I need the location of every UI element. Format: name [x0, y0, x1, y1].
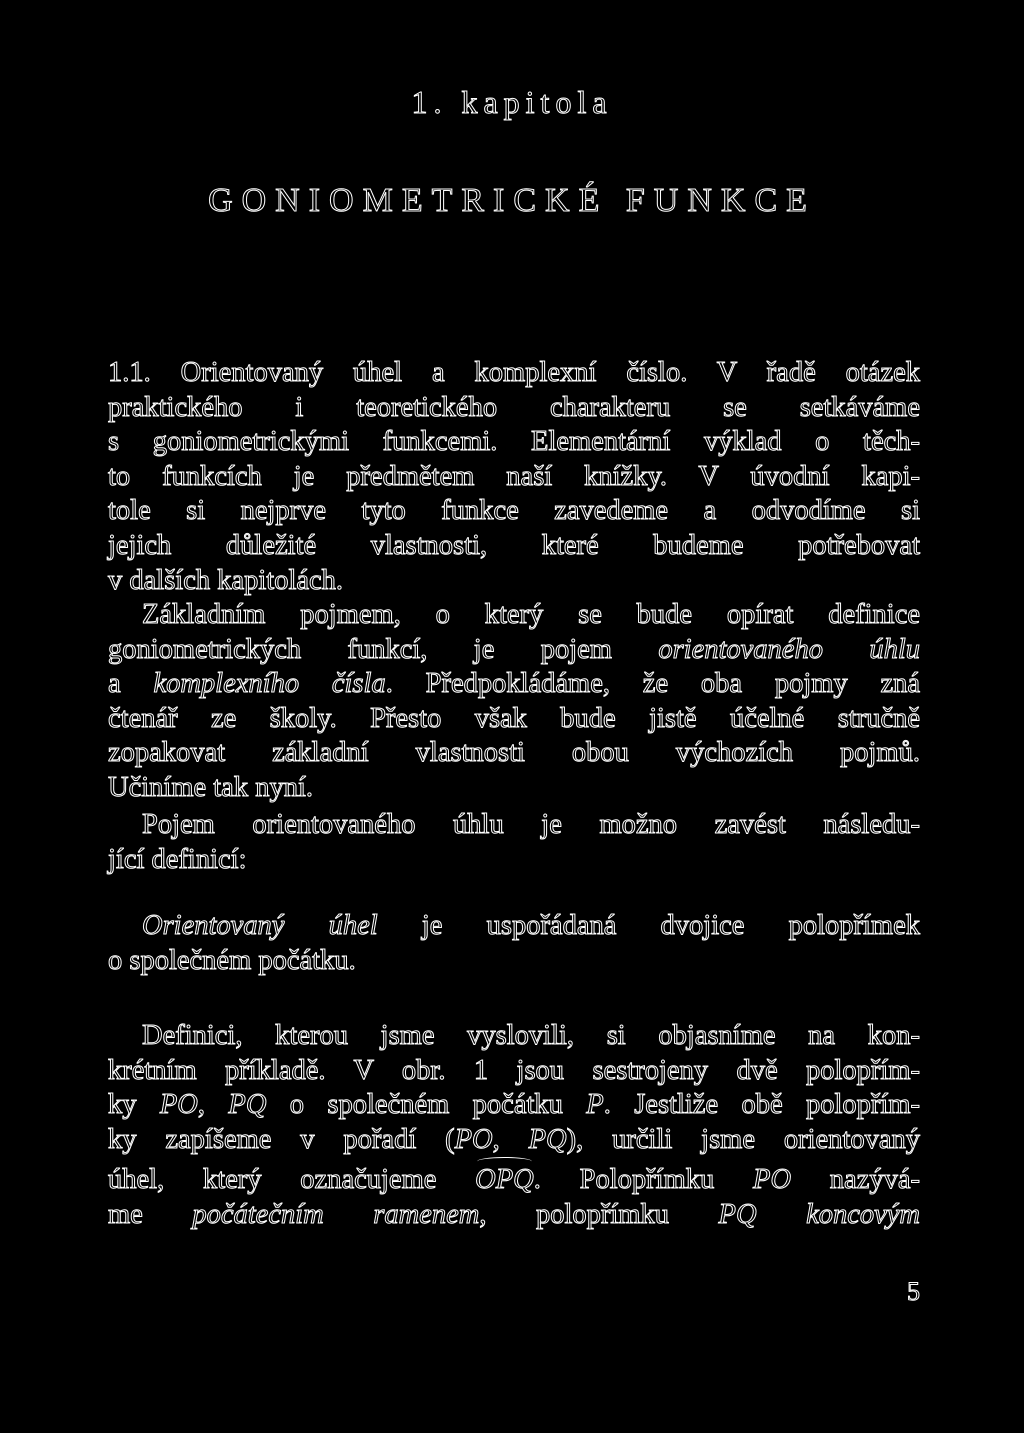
text-line: o společném počátku. — [108, 944, 356, 976]
page-number: 5 — [907, 1277, 920, 1306]
paragraph-intro — [108, 356, 920, 598]
text-line: 1.1. Orientovaný úhel a komplexní číslo. V řadě otázek — [108, 357, 920, 388]
text-line: Učiníme tak nyní. — [108, 771, 313, 803]
paragraph-basic-concepts — [108, 598, 920, 806]
text-line: ky PO, PQ o společném počátku P. Jestliže obě polopřím- — [108, 1089, 920, 1121]
text-line: a komplexního čísla. Předpokládáme, že oba pojmy zná — [108, 668, 920, 700]
text-line: Definici, kterou jsme vyslovili, si objasníme na kon- — [142, 1020, 920, 1051]
term-complex-number: komplexního čísla — [153, 668, 386, 700]
text-line: Základním pojmem, o který se bude opírat definice — [142, 599, 920, 630]
text-line: tole si nejprve tyto funkce zavedeme a odvodíme si — [108, 495, 920, 527]
text-line: ky zapíšeme v pořadí (PO, PQ), určili jsme orientovaný — [108, 1123, 921, 1155]
text-line: s goniometrickými funkcemi. Elementární výklad o těch- — [108, 426, 920, 458]
text-line: krétním příkladě. V obr. 1 jsou sestrojeny dvě polopřím- — [108, 1054, 920, 1086]
paragraph-definition-intro — [108, 808, 920, 877]
term-defined: Orientovaný úhel — [142, 910, 378, 941]
text-line: me počátečním ramenem, polopřímku PQ koncovým — [108, 1198, 920, 1230]
text-line: Orientovaný úhel je uspořádaná dvojice polopřímek — [142, 910, 920, 941]
text-line: čtenář ze školy. Přesto však bude jistě účelné stručně — [108, 702, 920, 734]
angle-notation: OPQ — [475, 1163, 534, 1198]
term-oriented-angle: orientovaného úhlu — [658, 633, 920, 665]
text-line: jejich důležité vlastnosti, které budeme potřebovat — [108, 529, 920, 561]
text-line: praktického i teoretického charakteru se setkáváme — [108, 391, 920, 423]
paragraph-example — [108, 1019, 920, 1233]
chapter-label: 1. kapitola — [411, 84, 613, 120]
paragraph-definition — [108, 909, 920, 978]
chapter-title: GONIOMETRICKÉ FUNKCE — [208, 182, 816, 219]
term-terminal: koncovým — [756, 1198, 920, 1230]
text-line: zopakovat základní vlastnosti obou výchozích pojmů. — [108, 737, 920, 769]
text-line: Pojem orientovaného úhlu je možno zavést následu- — [142, 809, 920, 840]
text-line: úhel, který označujeme OPQ. Polopřímku PO nazývá- — [108, 1163, 920, 1198]
text-line: jící definicí: — [108, 843, 247, 875]
text-line: to funkcích je předmětem naší knížky. V úvodní kapi- — [108, 460, 920, 492]
term-initial-arm: počátečním ramenem — [192, 1198, 480, 1230]
text-line: v dalších kapitolách. — [108, 564, 344, 596]
text-line: goniometrických funkcí, je pojem orientovaného úhlu — [108, 633, 920, 665]
